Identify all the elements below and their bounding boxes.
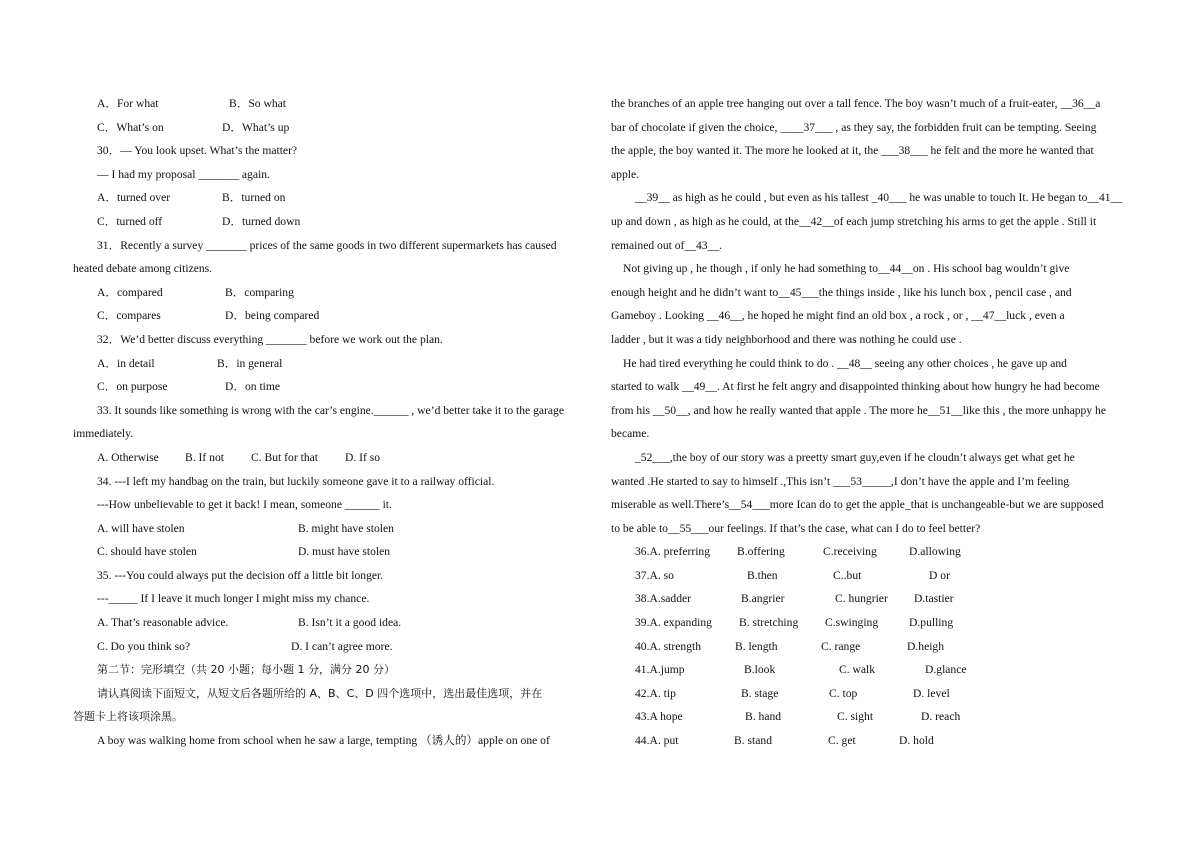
q31-stem: 31．Recently a survey _______ prices of the same goods in two different supermarkets has caused <box>97 238 557 252</box>
q33-option-a: A. Otherwise <box>97 450 159 464</box>
q32-option-b: B．in general <box>217 356 283 370</box>
q29-option-d: D．What’s up <box>222 120 290 134</box>
q35-option-a: A. That’s reasonable advice. <box>97 616 229 630</box>
q33-stem: 33. It sounds like something is wrong with the car’s engine.______ , we’d better take it to the garage <box>97 403 564 417</box>
q34-options-row-2 <box>73 540 585 564</box>
option-40-a: 40.A. strength <box>635 639 702 653</box>
option-37-d: D or <box>929 568 950 582</box>
passage-line: bar of chocolate if given the choice, ____37___ , as they say, the forbidden fruit can be tempting. Seeing <box>611 120 1097 134</box>
options-row-37 <box>611 564 1129 588</box>
option-38-b: B.angrier <box>741 592 785 606</box>
options-row-39 <box>611 611 1129 635</box>
option-44-c: C. get <box>828 734 856 748</box>
q35-stem-reply: ---_____ If I leave it much longer I might miss my chance. <box>97 592 370 606</box>
q34-stem: 34. ---I left my handbag on the train, but luckily someone gave it to a railway official. <box>97 474 495 488</box>
option-37-a: 37.A. so <box>635 568 674 582</box>
q32-option-c: C．on purpose <box>97 380 168 394</box>
q30-option-b: B．turned on <box>222 191 286 205</box>
q32-stem: 32．We’d better discuss everything _______ before we work out the plan. <box>97 332 443 346</box>
q31-stem-continued: heated debate among citizens. <box>73 262 213 276</box>
option-36-c: C.receiving <box>823 545 877 559</box>
q29-option-b: B．So what <box>229 97 287 110</box>
q30-stem: 30．— You look upset. What’s the matter? <box>97 144 298 158</box>
options-row-40 <box>611 635 1129 659</box>
q32-option-d: D．on time <box>225 380 281 394</box>
passage-line: enough height and he didn’t want to__45___the things inside , like his lunch box , pencil case , and <box>611 285 1072 299</box>
q34-options-row-1 <box>73 517 585 541</box>
options-row-36 <box>611 540 1129 564</box>
passage-line: __39__ as high as he could , but even as his tallest _40___ he was unable to touch It. He began to__41__ <box>635 191 1123 205</box>
q31-options-row-1 <box>73 281 585 305</box>
option-44-d: D. hold <box>899 734 934 748</box>
q31-option-d: D．being compared <box>225 309 320 323</box>
q34-option-b: B. might have stolen <box>298 521 394 535</box>
option-42-a: 42.A. tip <box>635 686 676 700</box>
left-column <box>73 92 585 753</box>
q32-option-a: A．in detail <box>97 356 155 370</box>
passage-line: remained out of__43__. <box>611 238 723 252</box>
q33-stem-continued: immediately. <box>73 427 134 441</box>
q33-options-row <box>73 446 585 470</box>
options-row-44 <box>611 729 1129 753</box>
option-39-c: C.swinging <box>825 616 879 630</box>
option-44-a: 44.A. put <box>635 734 679 748</box>
passage-line: the branches of an apple tree hanging out over a tall fence. The boy wasn’t much of a fruit-eater, __36__a <box>611 97 1101 110</box>
passage-line: miserable as well.There’s__54___more Ican do to get the apple_that is unchangeable-but we are supposed <box>611 498 1104 512</box>
q35-stem: 35. ---You could always put the decision off a little bit longer. <box>97 568 384 582</box>
option-42-b: B. stage <box>741 686 779 700</box>
options-row-43 <box>611 705 1129 729</box>
q30-options-row-2 <box>73 210 585 234</box>
passage-line: ladder , but it was a tidy neighborhood and there was nothing he could use . <box>611 332 962 346</box>
q34-option-a: A. will have stolen <box>97 521 185 535</box>
passage-line: wanted .He started to say to himself .,This isn’t ___53_____,I don’t have the apple and I’m feeling <box>611 474 1070 488</box>
passage-start: A boy was walking home from school when he saw a large, tempting （诱人的）apple on one of <box>97 734 550 748</box>
options-row-42 <box>611 682 1129 706</box>
q31-option-a: A．compared <box>97 285 163 299</box>
section-instructions: 请认真阅读下面短文，从短文后各题所给的 A、B、C、D 四个选项中，选出最佳选项，并在 <box>97 686 543 700</box>
q35-option-d: D. I can’t agree more. <box>291 639 393 653</box>
passage-line: became. <box>611 427 650 441</box>
option-44-b: B. stand <box>734 734 773 748</box>
q32-options-row-1 <box>73 352 585 376</box>
option-42-d: D. level <box>913 686 950 700</box>
q30-option-a: A．turned over <box>97 191 171 205</box>
q29-options-row-2 <box>73 116 585 140</box>
q29-option-a: A．For what <box>97 97 159 110</box>
q35-option-c: C. Do you think so? <box>97 639 191 653</box>
q35-options-row-1 <box>73 611 585 635</box>
option-43-c: C. sight <box>837 710 874 724</box>
q34-option-c: C. should have stolen <box>97 545 197 559</box>
q34-stem-reply: ---How unbelievable to get it back! I mean, someone ______ it. <box>97 498 392 512</box>
q33-option-d: D. If so <box>345 450 381 464</box>
passage-line: Gameboy . Looking __46__, he hoped he might find an old box , a rock , or , __47__luck , even a <box>611 309 1065 323</box>
passage-line: the apple, the boy wanted it. The more he looked at it, the ___38___ he felt and the more he wanted that <box>611 144 1094 158</box>
q29-option-c: C．What’s on <box>97 120 164 134</box>
option-36-a: 36.A. preferring <box>635 545 711 559</box>
passage-line: Not giving up , he though , if only he had something to__44__on . His school bag wouldn’t give <box>623 262 1070 276</box>
option-43-b: B. hand <box>745 710 782 724</box>
q30-option-d: D．turned down <box>222 214 301 228</box>
option-38-d: D.tastier <box>914 592 954 606</box>
option-38-a: 38.A.sadder <box>635 592 692 606</box>
option-36-b: B.offering <box>737 545 785 559</box>
section-instructions-continued: 答题卡上将该项涂黑。 <box>73 710 183 724</box>
option-39-d: D.pulling <box>909 616 954 630</box>
option-43-d: D. reach <box>921 710 961 724</box>
q30-reply: — I had my proposal _______ again. <box>97 167 270 181</box>
option-42-c: C. top <box>829 686 858 700</box>
q31-options-row-2 <box>73 304 585 328</box>
q35-options-row-2 <box>73 635 585 659</box>
passage-line: started to walk __49__. At first he felt angry and disappointed thinking about how hungry he had become <box>611 380 1100 394</box>
q31-option-c: C．compares <box>97 309 161 323</box>
option-36-d: D.allowing <box>909 545 961 559</box>
q29-options-row-1 <box>73 92 585 116</box>
q34-option-d: D. must have stolen <box>298 545 391 559</box>
passage-line: He had tired everything he could think to do . __48__ seeing any other choices , he gave up and <box>623 356 1067 370</box>
q31-option-b: B．comparing <box>225 285 294 299</box>
passage-line: apple. <box>611 167 640 181</box>
q30-option-c: C．turned off <box>97 214 163 228</box>
option-41-c: C. walk <box>839 663 876 677</box>
passage-line: _52___,the boy of our story was a preetty smart guy,even if he cloudn’t always get what get he <box>635 450 1075 464</box>
q35-option-b: B. Isn’t it a good idea. <box>298 616 402 630</box>
passage-line: to be able to__55___our feelings. If that’s the case, what can I do to feel better? <box>611 521 981 535</box>
option-40-d: D.heigh <box>907 639 945 653</box>
option-37-b: B.then <box>747 568 778 582</box>
q33-option-b: B. If not <box>185 450 224 464</box>
option-41-b: B.look <box>744 663 776 677</box>
option-41-d: D.glance <box>925 663 967 677</box>
right-column <box>611 92 1129 753</box>
options-row-38 <box>611 587 1129 611</box>
q33-option-c: C. But for that <box>251 450 318 464</box>
option-40-c: C. range <box>821 639 861 653</box>
passage-line: from his __50__, and how he really wanted that apple . The more he__51__like this , the more unhappy he <box>611 403 1106 417</box>
option-41-a: 41.A.jump <box>635 663 685 677</box>
q32-options-row-2 <box>73 375 585 399</box>
option-39-a: 39.A. expanding <box>635 616 712 630</box>
option-38-c: C. hungrier <box>835 592 888 606</box>
passage-line: up and down , as high as he could, at the__42__of each jump stretching his arms to get the apple . Still it <box>611 214 1097 228</box>
q30-options-row-1 <box>73 186 585 210</box>
option-37-c: C..but <box>833 568 862 582</box>
option-39-b: B. stretching <box>739 616 799 630</box>
option-43-a: 43.A hope <box>635 710 683 724</box>
section-title: 第二节：完形填空（共 20 小题；每小题 1 分，满分 20 分） <box>97 663 395 677</box>
options-row-41 <box>611 658 1129 682</box>
option-40-b: B. length <box>735 639 778 653</box>
